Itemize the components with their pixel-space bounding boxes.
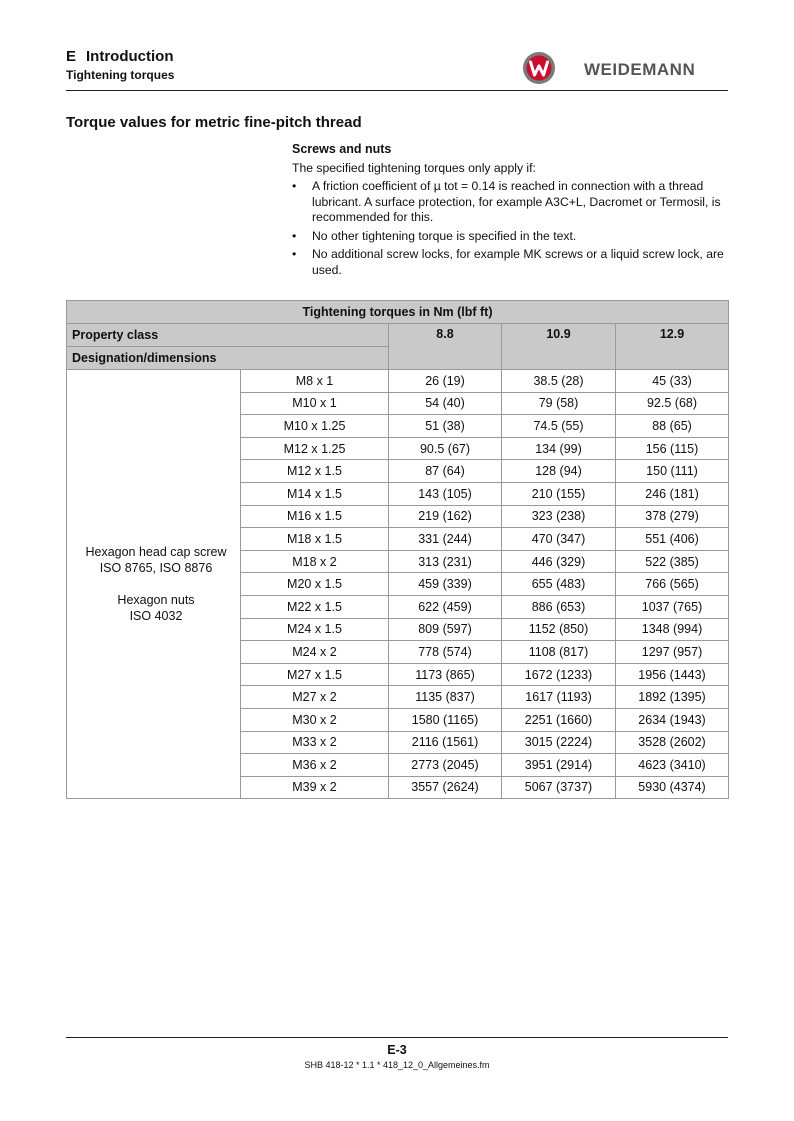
torque-8-8-cell: 1135 (837): [389, 686, 502, 709]
class-header-10-9: 10.9: [502, 324, 616, 370]
torque-8-8-cell: 219 (162): [389, 505, 502, 528]
dimension-cell: M30 x 2: [241, 708, 389, 731]
screw-type-label: Hexagon head cap screw: [85, 545, 227, 560]
torque-8-8-cell: 459 (339): [389, 573, 502, 596]
torque-12-9-cell: 1037 (765): [616, 595, 729, 618]
dimension-cell: M24 x 1.5: [241, 618, 389, 641]
dimension-cell: M20 x 1.5: [241, 573, 389, 596]
torque-10-9-cell: 1108 (817): [502, 641, 616, 664]
torque-8-8-cell: 1580 (1165): [389, 708, 502, 731]
dimension-cell: M18 x 2: [241, 550, 389, 573]
chapter-title: Introduction: [86, 48, 174, 65]
intro-lead: The specified tightening torques only apply if:: [292, 160, 536, 175]
page-number: E-3: [387, 1043, 407, 1057]
class-header-12-9: 12.9: [616, 324, 729, 370]
torque-10-9-cell: 128 (94): [502, 460, 616, 483]
torque-10-9-cell: 470 (347): [502, 528, 616, 551]
dimension-cell: M36 x 2: [241, 754, 389, 777]
dimension-cell: M12 x 1.5: [241, 460, 389, 483]
torque-12-9-cell: 3528 (2602): [616, 731, 729, 754]
torque-table: [66, 300, 729, 799]
torque-10-9-cell: 3951 (2914): [502, 754, 616, 777]
screw-standard-label: ISO 8765, ISO 8876: [99, 561, 213, 576]
torque-8-8-cell: 809 (597): [389, 618, 502, 641]
class-header-8-8: 8.8: [389, 324, 502, 370]
table-row: [67, 370, 729, 393]
torque-10-9-cell: 74.5 (55): [502, 415, 616, 438]
nut-type-label: Hexagon nuts: [117, 593, 195, 608]
intro-subheading: Screws and nuts: [292, 142, 392, 156]
torque-12-9-cell: 4623 (3410): [616, 754, 729, 777]
fastener-description: [67, 370, 241, 799]
header-divider: [66, 90, 728, 91]
torque-10-9-cell: 323 (238): [502, 505, 616, 528]
dimension-cell: M12 x 1.25: [241, 437, 389, 460]
torque-8-8-cell: 2116 (1561): [389, 731, 502, 754]
torque-8-8-cell: 87 (64): [389, 460, 502, 483]
footer-divider: [66, 1037, 728, 1038]
torque-8-8-cell: 2773 (2045): [389, 754, 502, 777]
torque-8-8-cell: 54 (40): [389, 392, 502, 415]
torque-table-body: [67, 370, 729, 799]
dimension-cell: M10 x 1: [241, 392, 389, 415]
torque-12-9-cell: 92.5 (68): [616, 392, 729, 415]
torque-8-8-cell: 1173 (865): [389, 663, 502, 686]
property-class-label: Property class: [67, 324, 389, 347]
torque-12-9-cell: 551 (406): [616, 528, 729, 551]
torque-12-9-cell: 378 (279): [616, 505, 729, 528]
weidemann-logo: [522, 51, 722, 87]
dimension-cell: M18 x 1.5: [241, 528, 389, 551]
torque-8-8-cell: 778 (574): [389, 641, 502, 664]
section-title: Torque values for metric fine-pitch thread: [66, 114, 362, 131]
torque-10-9-cell: 210 (155): [502, 482, 616, 505]
torque-8-8-cell: 26 (19): [389, 370, 502, 393]
torque-10-9-cell: 446 (329): [502, 550, 616, 573]
torque-8-8-cell: 90.5 (67): [389, 437, 502, 460]
torque-12-9-cell: 5930 (4374): [616, 776, 729, 799]
designation-label: Designation/dimensions: [67, 347, 389, 370]
torque-12-9-cell: 1956 (1443): [616, 663, 729, 686]
dimension-cell: M24 x 2: [241, 641, 389, 664]
conditions-list: [292, 179, 732, 278]
torque-8-8-cell: 331 (244): [389, 528, 502, 551]
chapter-subtitle: Tightening torques: [66, 68, 175, 82]
torque-12-9-cell: 1892 (1395): [616, 686, 729, 709]
torque-12-9-cell: 246 (181): [616, 482, 729, 505]
torque-8-8-cell: 143 (105): [389, 482, 502, 505]
dimension-cell: M27 x 1.5: [241, 663, 389, 686]
torque-8-8-cell: 313 (231): [389, 550, 502, 573]
weidemann-logo-emblem-icon: [522, 51, 556, 85]
torque-8-8-cell: 51 (38): [389, 415, 502, 438]
torque-10-9-cell: 655 (483): [502, 573, 616, 596]
torque-8-8-cell: 3557 (2624): [389, 776, 502, 799]
torque-12-9-cell: 156 (115): [616, 437, 729, 460]
condition-item: • No other tightening torque is specified in the text.: [292, 229, 732, 245]
condition-item: • No additional screw locks, for example MK screws or a liquid screw lock, are used.: [292, 247, 732, 278]
chapter-letter: E: [66, 48, 77, 65]
dimension-cell: M27 x 2: [241, 686, 389, 709]
intro-block: [292, 142, 732, 281]
condition-item: • A friction coefficient of µ tot = 0.14 is reached in connection with a thread lubricant. A surface protection, for example A3C+L, Dacromet or Termosil, is recommended for this.: [292, 179, 732, 226]
torque-12-9-cell: 766 (565): [616, 573, 729, 596]
dimension-cell: M22 x 1.5: [241, 595, 389, 618]
dimension-cell: M14 x 1.5: [241, 482, 389, 505]
torque-10-9-cell: 134 (99): [502, 437, 616, 460]
dimension-cell: M33 x 2: [241, 731, 389, 754]
file-reference: SHB 418-12 * 1.1 * 418_12_0_Allgemeines.fm: [304, 1060, 490, 1070]
torque-12-9-cell: 150 (111): [616, 460, 729, 483]
torque-12-9-cell: 2634 (1943): [616, 708, 729, 731]
brand-name: WEIDEMANN: [584, 60, 696, 79]
nut-standard-label: ISO 4032: [129, 609, 183, 624]
torque-12-9-cell: 522 (385): [616, 550, 729, 573]
torque-10-9-cell: 2251 (1660): [502, 708, 616, 731]
torque-10-9-cell: 1617 (1193): [502, 686, 616, 709]
dimension-cell: M8 x 1: [241, 370, 389, 393]
dimension-cell: M10 x 1.25: [241, 415, 389, 438]
torque-10-9-cell: 3015 (2224): [502, 731, 616, 754]
torque-8-8-cell: 622 (459): [389, 595, 502, 618]
chapter-heading: [66, 48, 174, 65]
table-title: Tightening torques in Nm (lbf ft): [67, 301, 729, 324]
torque-10-9-cell: 5067 (3737): [502, 776, 616, 799]
description-spacer: [72, 576, 240, 592]
dimension-cell: M39 x 2: [241, 776, 389, 799]
torque-12-9-cell: 88 (65): [616, 415, 729, 438]
torque-10-9-cell: 1672 (1233): [502, 663, 616, 686]
torque-10-9-cell: 1152 (850): [502, 618, 616, 641]
torque-10-9-cell: 79 (58): [502, 392, 616, 415]
dimension-cell: M16 x 1.5: [241, 505, 389, 528]
torque-12-9-cell: 1297 (957): [616, 641, 729, 664]
torque-10-9-cell: 38.5 (28): [502, 370, 616, 393]
torque-12-9-cell: 1348 (994): [616, 618, 729, 641]
torque-12-9-cell: 45 (33): [616, 370, 729, 393]
torque-10-9-cell: 886 (653): [502, 595, 616, 618]
